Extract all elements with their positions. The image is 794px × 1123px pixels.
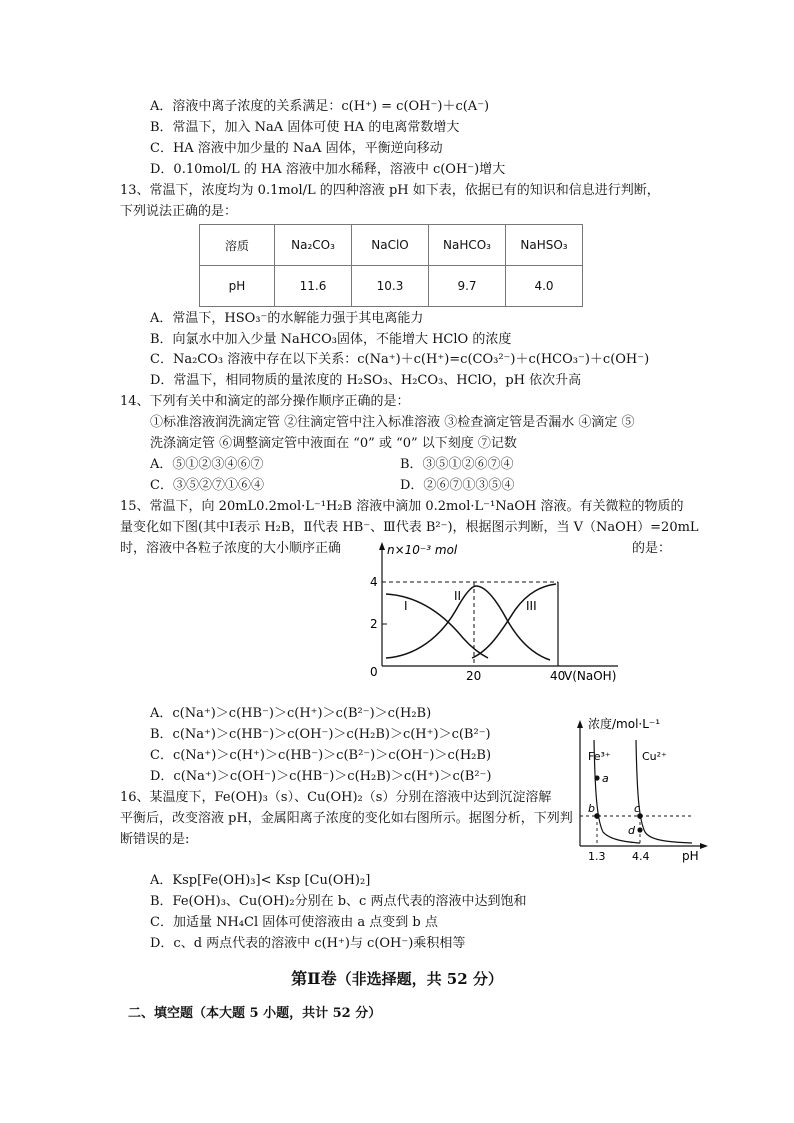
q12-option-b: B．常温下，加入 NaA 固体可使 HA 的电离常数增大 [150,120,460,135]
q15-stem-line2: 量变化如下图(其中Ⅰ表示 H₂B，Ⅱ代表 HB⁻、Ⅲ代表 B²⁻)，根据图示判断，当 V（NaOH）=20mL [120,520,699,535]
table-cell: 11.6 [275,266,352,307]
table-cell: NaHCO₃ [429,225,506,266]
q13-option-c: C．Na₂CO₃ 溶液中存在以下关系：c(Na⁺)＋c(H⁺)=c(CO₃²⁻)＋c(HCO₃⁻)＋c(OH⁻) [150,352,650,367]
q16-point-label-a: a [602,772,609,785]
q15-curve-label-iii: III [526,599,537,613]
q15-x-tick-40: 40 [550,669,566,683]
table-cell: 10.3 [352,266,429,307]
q12-option-a: A．溶液中离子浓度的关系满足：c(H⁺) = c(OH⁻)＋c(A⁻) [150,99,490,114]
q15-y-label: n×10⁻³ mol [387,543,458,557]
q13-stem-line1: 13、常温下，浓度均为 0.1mol/L 的四种溶液 pH 如下表，依据已有的知识和信息进行判断， [120,183,660,198]
point-a [594,775,599,780]
q15-x-tick-20: 20 [466,669,482,683]
q14-steps-line1: ①标准溶液润洗滴定管 ②往滴定管中注入标准溶液 ③检查滴定管是否漏水 ④滴定 ⑤ [150,415,635,430]
q13-option-a: A．常温下，HSO₃⁻的水解能力强于其电离能力 [150,311,424,326]
q13-option-d: D．常温下，相同物质的量浓度的 H₂SO₃、H₂CO₃、HClO，pH 依次升高 [150,373,582,388]
q16-point-label-b: b [588,802,595,815]
section-2-title-main: 第Ⅱ卷 [291,969,337,988]
q15-titration-figure [360,538,630,688]
q16-x-tick-1: 1.3 [588,850,606,863]
curve-b [472,584,556,658]
q16-option-a: A．Ksp[Fe(OH)₃]< Ksp [Cu(OH)₂] [150,873,371,888]
q15-stem-line1: 15、常温下，向 20mL0.2mol·L⁻¹H₂B 溶液中滴加 0.2mol·L⁻¹NaOH 溶液。有关微粒的物质的 [120,499,684,514]
table-cell: 4.0 [506,266,583,307]
q14-stem: 14、下列有关中和滴定的部分操作顺序正确的是： [120,394,410,409]
q15-y-tick-0: 0 [370,665,378,679]
q16-option-c: C．加适量 NH₄Cl 固体可使溶液由 a 点变到 b 点 [150,915,438,930]
q16-solubility-figure [570,712,710,864]
section-2-title [0,966,794,989]
q16-stem-line2: 平衡后，改变溶液 pH，金属阳离子浓度的变化如右图所示。据图分析，下列判 [120,811,573,826]
q16-stem-line1: 16、某温度下，Fe(OH)₃（s）、Cu(OH)₂（s）分别在溶液中达到沉淀溶解 [120,790,552,805]
q16-stem-line3: 断错误的是: [120,832,190,847]
q14-option-b: B．③⑤①②⑥⑦④ [400,457,514,472]
q14-option-d: D．②⑥⑦①③⑤④ [400,478,515,493]
q14-option-c: C．③⑤②⑦①⑥④ [150,478,264,493]
q15-stem-line3-right: 的是： [632,541,672,556]
q15-curve-label-ii: II [454,589,462,603]
section-2-subtitle: （非选择题，共 52 分） [336,970,503,988]
q14-steps-line2: 洗涤滴定管 ⑥调整滴定管中液面在 “0” 或 “0” 以下刻度 ⑦记数 [150,436,517,451]
q13-option-b: B．向氯水中加入少量 NaHCO₃固体，不能增大 HClO 的浓度 [150,332,512,347]
q16-curve-label-cu: Cu²⁺ [642,750,667,763]
q16-x-tick-2: 4.4 [632,850,650,863]
q15-option-c: C．c(Na⁺)＞c(H⁺)＞c(HB⁻)＞c(B²⁻)＞c(OH⁻)＞c(H₂B) [150,748,492,763]
point-b [594,813,600,819]
table-row [200,266,583,307]
fill-in-section-title: 二、填空题（本大题 5 小题，共计 52 分） [128,1006,382,1021]
q15-y-tick-2: 2 [370,617,378,631]
q16-point-label-c: c [634,802,641,815]
curve-h2b [386,594,488,658]
table-cell: NaClO [352,225,429,266]
table-cell: Na₂CO₃ [275,225,352,266]
q15-y-tick-4: 4 [370,575,378,589]
table-cell: 溶质 [200,225,275,266]
q13-ph-table [199,224,583,307]
q12-option-c: C．HA 溶液中加少量的 NaA 固体，平衡逆向移动 [150,141,443,156]
q16-point-label-d: d [628,824,635,837]
table-cell: pH [200,266,275,307]
q12-option-d: D．0.10mol/L 的 HA 溶液中加水稀释，溶液中 c(OH⁻)增大 [150,162,506,177]
q15-option-a: A．c(Na⁺)＞c(HB⁻)＞c(H⁺)＞c(B²⁻)＞c(H₂B) [150,706,432,721]
curve-hb [386,586,550,660]
q15-stem-line3-left: 时，溶液中各粒子浓度的大小顺序正确 [120,541,342,556]
q15-curve-label-i: I [404,599,408,613]
q16-y-label: 浓度/mol·L⁻¹ [588,717,661,731]
q15-x-label: V(NaOH) [564,669,617,683]
q15-option-d: D．c(Na⁺)＞c(OH⁻)＞c(HB⁻)＞c(H₂B)＞c(H⁺)＞c(B²⁻) [150,769,492,784]
q15-option-b: B．c(Na⁺)＞c(HB⁻)＞c(OH⁻)＞c(H₂B)＞c(H⁺)＞c(B²⁻) [150,727,491,742]
table-cell: 9.7 [429,266,506,307]
table-cell: NaHSO₃ [506,225,583,266]
point-d [637,827,642,832]
q16-x-label: pH [682,849,699,863]
q16-curve-label-fe: Fe³⁺ [588,750,611,763]
q14-option-a: A．⑤①②③④⑥⑦ [150,457,264,472]
q16-option-b: B．Fe(OH)₃、Cu(OH)₂分别在 b、c 两点代表的溶液中达到饱和 [150,894,527,909]
q13-stem-line2: 下列说法正确的是： [120,204,238,219]
q16-option-d: D．c、d 两点代表的溶液中 c(H⁺)与 c(OH⁻)乘积相等 [150,936,466,951]
table-row [200,225,583,266]
